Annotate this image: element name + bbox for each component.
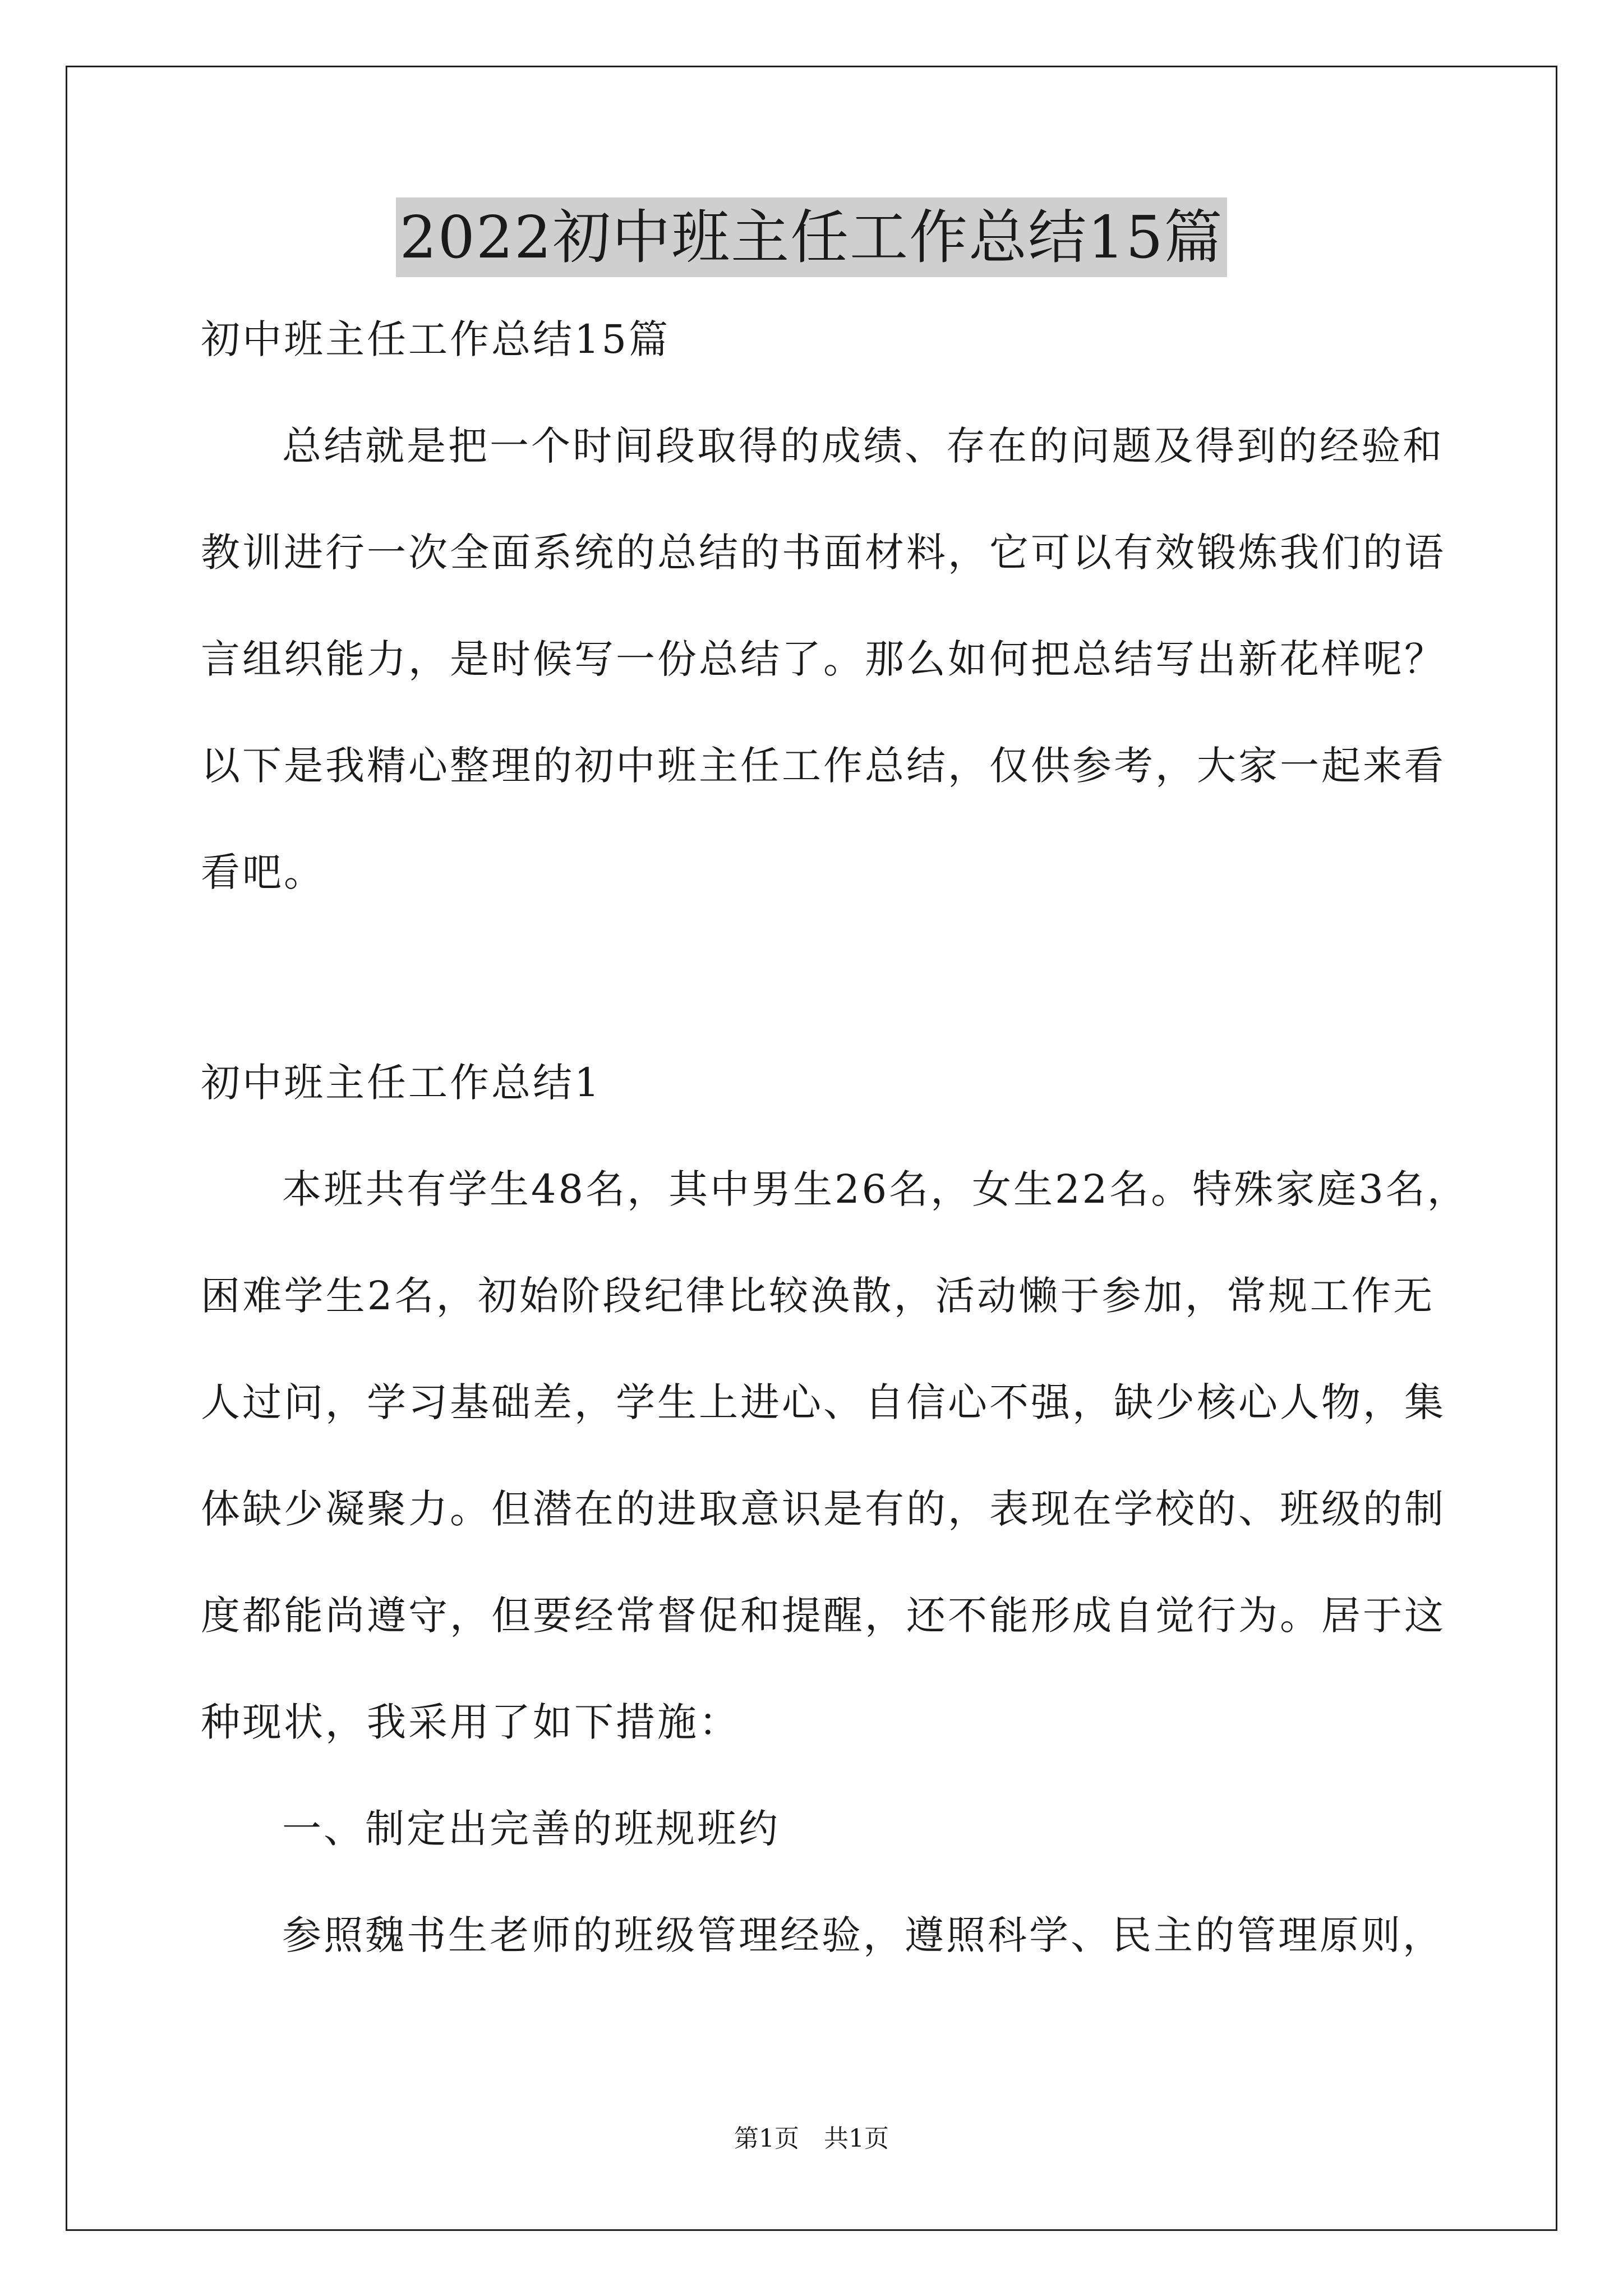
paragraph-line: 言组织能力，是时候写一份总结了。那么如何把总结写出新花样呢？ [201,636,1446,682]
paragraph-line: 总结就是把一个时间段取得的成绩、存在的问题及得到的经验和 [282,423,1444,469]
paragraph-line: 种现状，我采用了如下措施： [201,1699,740,1745]
title-container [0,197,1623,277]
subheading: 一、制定出完善的班规班约 [282,1806,780,1852]
paragraph-line: 参照魏书生老师的班级管理经验，遵照科学、民主的管理原则， [282,1912,1444,1958]
section-heading: 初中班主任工作总结15篇 [201,316,671,362]
paragraph-line: 本班共有学生48名，其中男生26名，女生22名。特殊家庭3名， [282,1166,1469,1212]
paragraph-line: 人过问，学习基础差，学生上进心、自信心不强，缺少核心人物，集 [201,1379,1446,1425]
document-title: 2022初中班主任工作总结15篇 [396,197,1227,277]
paragraph-line: 体缺少凝聚力。但潜在的进取意识是有的，表现在学校的、班级的制 [201,1486,1446,1532]
section-heading: 初中班主任工作总结1 [201,1060,602,1106]
paragraph-line: 度都能尚遵守，但要经常督促和提醒，还不能形成自觉行为。居于这 [201,1593,1446,1639]
paragraph-line: 以下是我精心整理的初中班主任工作总结，仅供参考，大家一起来看 [201,743,1446,789]
page-border [66,66,1557,2231]
paragraph-line: 看吧。 [201,849,325,895]
page-footer: 第1页 共1页 [734,2124,889,2153]
paragraph-line: 困难学生2名，初始阶段纪律比较涣散，活动懒于参加，常规工作无 [201,1273,1435,1319]
paragraph-line: 教训进行一次全面系统的总结的书面材料，它可以有效锻炼我们的语 [201,530,1446,576]
